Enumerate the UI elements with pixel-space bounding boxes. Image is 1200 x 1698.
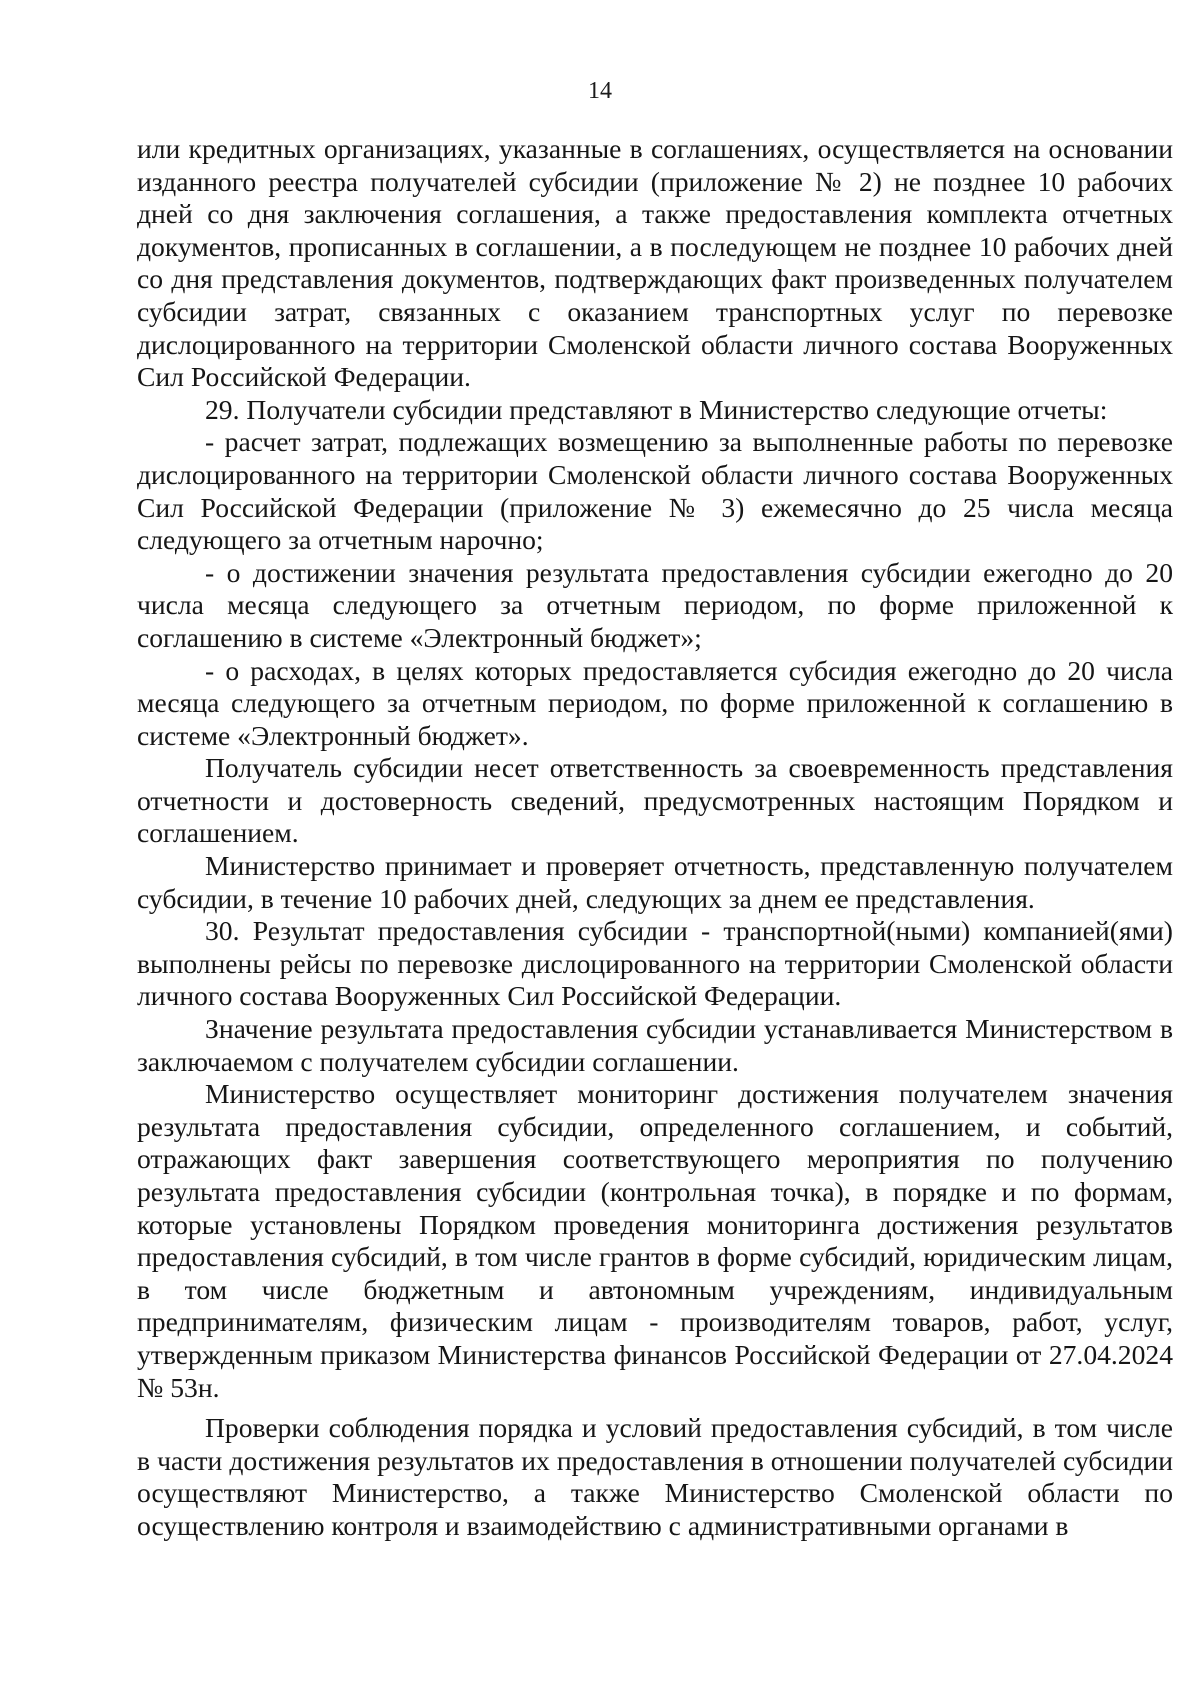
paragraph-item-30: 30. Результат предоставления субсидии - транспортной(ными) компанией(ями) выполнены рейсы по перевозке дислоцированного на территории Смоленской области личного состава Вооруженных Сил Российской Федерации. [137, 915, 1173, 1012]
paragraph-inspections: Проверки соблюдения порядка и условий предоставления субсидий, в том числе в части достижения результатов их предоставления в отношении получателей субсидии осуществляют Министерство, а также Министерство Смоленской области по осуществлению контроля и взаимодействию с административными органами в [137, 1412, 1173, 1541]
paragraph-report-costs: - расчет затрат, подлежащих возмещению за выполненные работы по перевозке дислоцированного на территории Смоленской области личного состава Вооруженных Сил Российской Федерации (приложение № 3) ежемесячно до 25 числа месяца следующего за отчетным нарочно; [137, 426, 1173, 556]
paragraph-result-value: Значение результата предоставления субсидии устанавливается Министерством в заключаемом с получателем субсидии соглашении. [137, 1013, 1173, 1077]
document-body [137, 133, 1173, 1543]
paragraph-item-29: 29. Получатели субсидии представляют в Министерство следующие отчеты: [205, 393, 1108, 425]
paragraph-continuation: или кредитных организациях, указанные в соглашениях, осуществляется на основании изданного реестра получателей субсидии (приложение № 2) не позднее 10 рабочих дней со дня заключения соглашения, а также предоставления комплекта отчетных документов, прописанных в соглашении, а в последующем не позднее 10 рабочих дней со дня представления документов, подтверждающих факт произведенных получателем субсидии затрат, связанных с оказанием транспортных услуг по перевозке дислоцированного на территории Смоленской области личного состава Вооруженных Сил Российской Федерации. [137, 133, 1173, 393]
paragraph-report-expenses: - о расходах, в целях которых предоставляется субсидия ежегодно до 20 числа месяца следующего за отчетным периодом, по форме приложенной к соглашению в системе «Электронный бюджет». [137, 654, 1173, 751]
paragraph-responsibility: Получатель субсидии несет ответственность за своевременность представления отчетности и достоверность сведений, предусмотренных настоящим Порядком и соглашением. [137, 752, 1173, 849]
page-number: 14 [588, 78, 612, 104]
paragraph-ministry-review: Министерство принимает и проверяет отчетность, представленную получателем субсидии, в течение 10 рабочих дней, следующих за днем ее представления. [137, 850, 1173, 914]
paragraph-monitoring: Министерство осуществляет мониторинг достижения получателем значения результата предоставления субсидии, определенного соглашением, и событий, отражающих факт завершения соответствующего мероприятия по получению результата предоставления субсидии (контрольная точка), в порядке и по формам, которые установлены Порядком проведения мониторинга достижения результатов предоставления субсидий, в том числе грантов в форме субсидий, юридическим лицам, в том числе бюджетным и автономным учреждениям, индивидуальным предпринимателям, физическим лицам - производителям товаров, работ, услуг, утвержденным приказом Министерства финансов Российской Федерации от 27.04.2024 № 53н. [137, 1078, 1173, 1403]
paragraph-report-result: - о достижении значения результата предоставления субсидии ежегодно до 20 числа месяца следующего за отчетным периодом, по форме приложенной к соглашению в системе «Электронный бюджет»; [137, 556, 1173, 653]
